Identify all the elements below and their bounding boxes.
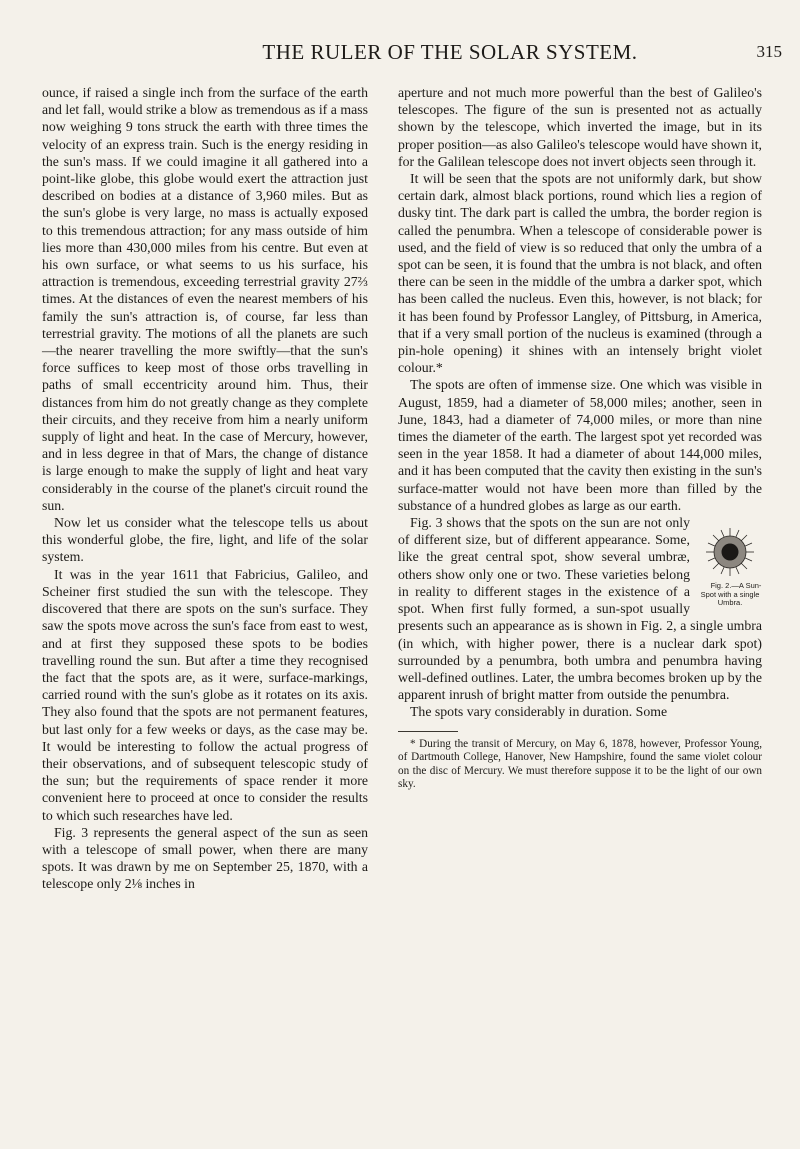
right-column — [398, 84, 762, 792]
paragraph: Fig. 3 represents the general aspect of the sun as seen with a telescope of small power, when there are many spots. It was drawn by me on September 25, 1870, with a telescope only 2⅛ inches in — [42, 824, 368, 892]
page-header — [60, 40, 782, 66]
figure-caption: Fig. 2.—A Sun-Spot with a single Umbra. — [700, 581, 762, 608]
paragraph: The spots vary considerably in duration. Some — [410, 704, 668, 720]
running-title: THE RULER OF THE SOLAR SYSTEM. — [262, 40, 638, 64]
paragraph: It will be seen that the spots are not uniformly dark, but show certain dark, almost black portions, round which lies a region of dusky tint. The dark part is called the umbra, the border region is called the penumbra. When a telescope of considerable power is used, and the field of view is so reduced that only the umbra of a spot can be seen, it is found that the umbra is not black, and often there can be seen in the middle of the umbra a darker spot, which has been called the nucleus. Even this, however, is not black; for it has been found by Professor Langley, of Pittsburg, in America, that if a very small portion of the nucleus is examined (through a pin-hole opening) it shines with an intensely bright violet colour.* — [398, 171, 762, 376]
paragraph: Fig. 2.—A Sun-Spot with a single Umbra. Fig. 3 shows that the spots on the sun are not only of different size, but of different appearance. Some, like the great central spot, show several umbræ, others show only one or two. These varieties belong in reality to different stages in the existence of a spot. When first fully formed, a sun-spot usually presents such an appearance as is shown in Fig. 2, a single umbra (in which, with higher power, there is a nuclear dark spot) surrounded by a penumbra, both umbra and penumbra having well-defined outlines. Later, the umbra becomes broken up by the apparent inrush of bright matter from outside the penumbra. — [398, 515, 762, 703]
paragraph: The spots are often of immense size. One which was visible in August, 1859, had a diameter of 58,000 miles; another, seen in June, 1843, had a diameter of 74,000 miles, or more than nine times the diameter of the earth. The largest spot yet recorded was seen in the year 1858. It had a diameter of about 144,000 miles, and it has been computed that the cavity then existing in the sun's surface-matter would not have been more than filled by the substance of a hundred globes as large as our earth. — [398, 377, 762, 513]
page-number: 315 — [756, 42, 782, 61]
paragraph: ounce, if raised a single inch from the surface of the earth and let fall, would strike a blow as tremendous as if a mass now weighing 9 tons struck the earth with three times the velocity of an express train. Such is the energy residing in the sun's mass. If we could imagine it all gathered into a point-like globe, this globe would exert the attraction just described on bodies at a distance of 3,960 miles. But as the sun's globe is very large, no mass is actually exposed to this tremendous attraction; for any mass outside of him lies more than 430,000 miles from his centre. But even at his own surface, or what seems to us his surface, his attraction is tremendous, exceeding terrestrial gravity 27⅔ times. At the distances of even the nearest members of his family the sun's attraction is, of course, far less than terrestrial gravity. The motions of all the planets are such—the nearer travelling the more swiftly—that the sun's force suffices to keep most of those orbs travelling in paths of small eccentricity around him. Thus, their distances from him do not greatly change as they complete their circuits, and they receive from him a nearly uniform supply of light and heat. In the case of Mercury, however, and in less degree in that of Mars, the change of distance is large enough to make the supply of light and heat vary considerably in the course of the planet's circuit round the sun. — [42, 85, 368, 513]
paragraph: It was in the year 1611 that Fabricius, Galileo, and Scheiner first studied the sun with the telescope. They discovered that there are spots on the sun's surface. They saw the spots move across the sun's face from east to west, and at first they supposed these spots to be bodies travelling round the sun. But after a time they recognised the fact that the spots are, as it were, surface-markings, carried round with the sun's globe as it rotates on its axis. They also found that the spots are not permanent features, but last only for a few weeks or days, as the case may be. It would be interesting to follow the actual progress of their observations, and of subsequent telescopic study of the sun; but the requirements of space render it more convenient here to proceed at once to consider the results to which such researches have led. — [42, 566, 368, 823]
sunspot-figure — [698, 524, 762, 608]
left-column — [42, 84, 368, 893]
paragraph: aperture and not much more powerful than the best of Galileo's telescopes. The figure of the sun is presented not as actually shown by the telescope, which inverted the image, but in its proper position—as also Galileo's telescope would have shown it, for the Galilean telescope does not invert objects seen through it. — [398, 85, 762, 169]
sunspot-illustration — [702, 524, 758, 580]
footnote-divider — [398, 731, 458, 732]
footnote: * During the transit of Mercury, on May 6, 1878, however, Professor Young, of Dartmouth College, Hanover, New Hampshire, found the same violet colour on the disc of Mercury. We must therefore suppose it to be the light of our own sky. — [398, 737, 762, 791]
paragraph: Now let us consider what the telescope tells us about this wonderful globe, the fire, light, and life of the solar system. — [42, 515, 368, 565]
